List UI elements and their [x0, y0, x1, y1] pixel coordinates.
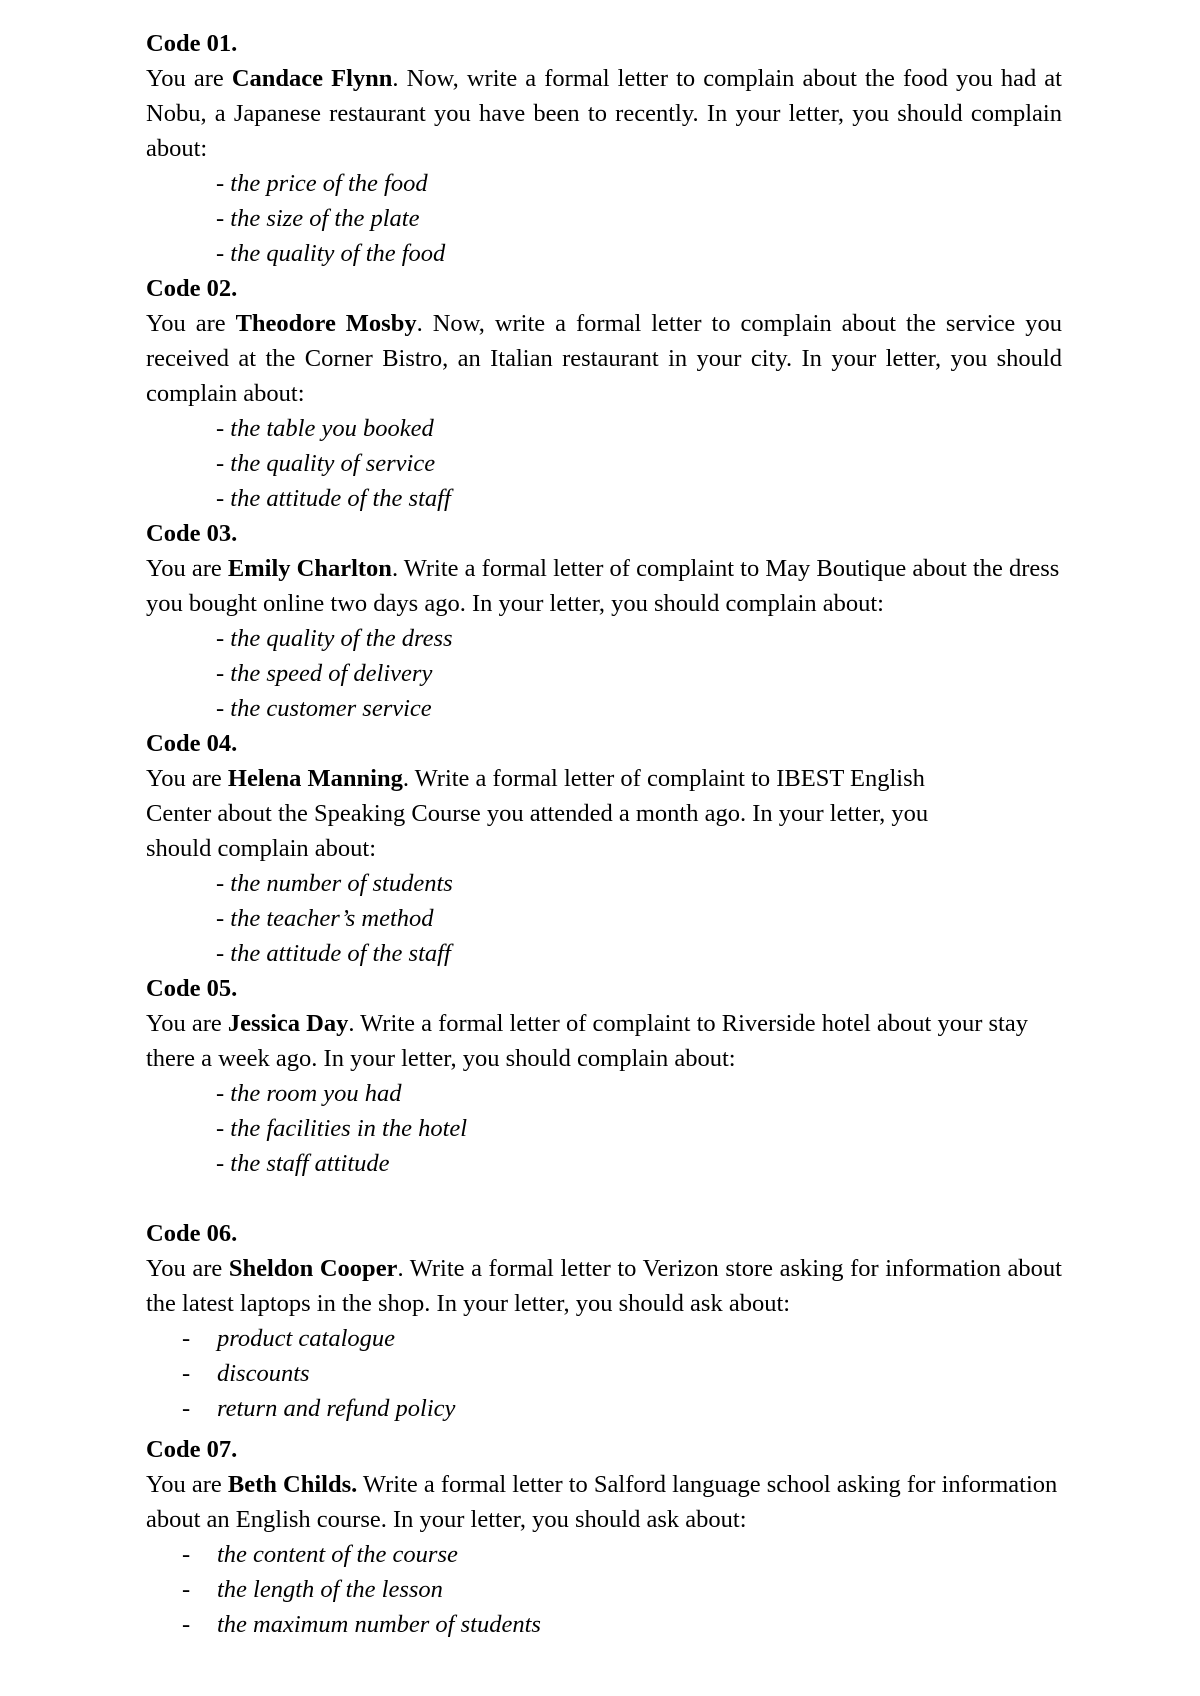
- list-item: [146, 1391, 1062, 1426]
- person-name: Theodore Mosby: [235, 310, 417, 337]
- task-paragraph: [146, 61, 1062, 166]
- list-item: [146, 1356, 1062, 1391]
- list-item: [146, 1607, 1062, 1642]
- complaint-list: [146, 621, 1062, 726]
- item-text: discounts: [217, 1360, 310, 1387]
- task-body: . Write a formal letter to Verizon store asking for information about the latest laptops in the shop. In your letter, you should ask about:: [146, 1255, 1062, 1317]
- person-name: Sheldon Cooper: [228, 1255, 398, 1282]
- intro-text: You are: [146, 310, 236, 337]
- task-section-04: [146, 726, 1062, 971]
- person-name: Helena Manning: [227, 765, 403, 792]
- task-body: . Write a formal letter of complaint to May Boutique about the dress you bought online two days ago. In your letter, you should complain about:: [146, 555, 1060, 617]
- list-item: - the quality of the dress: [216, 625, 453, 652]
- task-section-06: [146, 1216, 1062, 1426]
- bullet-dash: -: [182, 1576, 191, 1603]
- list-item: - the room you had: [216, 1080, 402, 1107]
- list-item: - the number of students: [216, 870, 453, 897]
- task-section-07: [146, 1432, 1062, 1642]
- person-name: Beth Childs.: [227, 1471, 358, 1498]
- list-item: [146, 1537, 1062, 1572]
- item-text: return and refund policy: [217, 1395, 456, 1422]
- intro-text: You are: [146, 555, 228, 582]
- task-paragraph: [146, 551, 1062, 621]
- complaint-list: [146, 411, 1062, 516]
- task-section-02: [146, 271, 1062, 516]
- section-code: Code 03.: [146, 520, 238, 547]
- list-item: - the price of the food: [216, 170, 428, 197]
- complaint-list: [146, 1076, 1062, 1181]
- intro-text: You are: [146, 65, 232, 92]
- task-body: . Now, write a formal letter to complain about the service you received at the Corner Bistro, an Italian restaurant in your city. In your letter, you should complain about:: [146, 310, 1063, 407]
- task-body: . Write a formal letter of complaint to Riverside hotel about your stay there a week ago. In your letter, you should complain about:: [146, 1010, 1028, 1072]
- person-name: Candace Flynn: [231, 65, 393, 92]
- item-text: the maximum number of students: [217, 1611, 541, 1638]
- question-list: [146, 1321, 1062, 1426]
- task-section-03: [146, 516, 1062, 726]
- section-code: Code 07.: [146, 1436, 238, 1463]
- complaint-list: [146, 166, 1062, 271]
- person-name: Emily Charlton: [227, 555, 392, 582]
- task-body: . Now, write a formal letter to complain about the food you had at Nobu, a Japanese restaurant you have been to recently. In your letter, you should complain about:: [146, 65, 1062, 162]
- spacer: [146, 1181, 1062, 1216]
- list-item: - the size of the plate: [216, 205, 420, 232]
- complaint-list: [146, 866, 1062, 971]
- section-code: Code 06.: [146, 1220, 238, 1247]
- question-list: [146, 1537, 1062, 1642]
- document-page: [146, 26, 1062, 1642]
- section-code: Code 01.: [146, 30, 238, 57]
- task-body: . Write a formal letter of complaint to IBEST English Center about the Speaking Course you attended a month ago. In your letter, you should complain about:: [146, 765, 929, 862]
- list-item: - the customer service: [216, 695, 432, 722]
- bullet-dash: -: [182, 1541, 191, 1568]
- section-code: Code 04.: [146, 730, 238, 757]
- item-text: product catalogue: [217, 1325, 396, 1352]
- task-paragraph: [146, 1006, 1062, 1076]
- list-item: [146, 1572, 1062, 1607]
- section-code: Code 05.: [146, 975, 238, 1002]
- task-section-05: [146, 971, 1062, 1181]
- list-item: - the attitude of the staff: [216, 485, 451, 512]
- bullet-dash: -: [182, 1611, 191, 1638]
- section-code: Code 02.: [146, 275, 238, 302]
- task-paragraph: [146, 306, 1062, 411]
- task-paragraph: [146, 1251, 1062, 1321]
- list-item: - the teacher’s method: [216, 905, 434, 932]
- bullet-dash: -: [182, 1360, 191, 1387]
- list-item: - the attitude of the staff: [216, 940, 451, 967]
- task-paragraph: [146, 1467, 1062, 1537]
- task-section-01: [146, 26, 1062, 271]
- list-item: - the quality of the food: [216, 240, 446, 267]
- item-text: the content of the course: [217, 1541, 458, 1568]
- list-item: - the speed of delivery: [216, 660, 433, 687]
- bullet-dash: -: [182, 1325, 191, 1352]
- list-item: - the staff attitude: [216, 1150, 390, 1177]
- task-paragraph: [146, 761, 936, 866]
- list-item: - the table you booked: [216, 415, 434, 442]
- list-item: - the quality of service: [216, 450, 436, 477]
- person-name: Jessica Day: [227, 1010, 349, 1037]
- task-body: Write a formal letter to Salford language school asking for information about an English course. In your letter, you should ask about:: [146, 1471, 1058, 1533]
- intro-text: You are: [146, 1010, 228, 1037]
- intro-text: You are: [146, 765, 228, 792]
- list-item: - the facilities in the hotel: [216, 1115, 468, 1142]
- intro-text: You are: [146, 1471, 228, 1498]
- intro-text: You are: [146, 1255, 229, 1282]
- list-item: [146, 1321, 1062, 1356]
- item-text: the length of the lesson: [217, 1576, 443, 1603]
- bullet-dash: -: [182, 1395, 191, 1422]
